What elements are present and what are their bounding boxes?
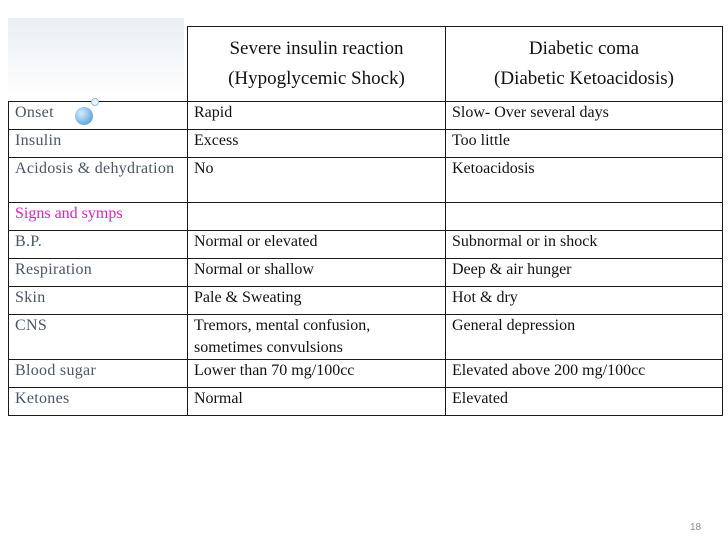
dka-cell: Hot & dry bbox=[446, 287, 723, 315]
table-row bbox=[9, 102, 723, 130]
dka-cell: Slow- Over several days bbox=[446, 102, 723, 130]
hypo-cell: No bbox=[188, 158, 446, 203]
section-label-signs: Signs and symps bbox=[9, 203, 188, 231]
table-header-row bbox=[9, 27, 723, 102]
row-label: Skin bbox=[9, 287, 188, 315]
row-label: Insulin bbox=[9, 130, 188, 158]
page-number: 18 bbox=[690, 522, 702, 533]
header-dka-title: Diabetic coma bbox=[528, 38, 640, 59]
hypo-cell bbox=[188, 203, 446, 231]
header-hypoglycemic bbox=[188, 27, 446, 102]
header-hypo-subtitle: (Hypoglycemic Shock) bbox=[228, 68, 405, 89]
hypo-cell: Lower than 70 mg/100cc bbox=[188, 360, 446, 388]
table-row bbox=[9, 287, 723, 315]
table-row bbox=[9, 315, 723, 360]
row-label: Ketones bbox=[9, 388, 188, 416]
table-row bbox=[9, 203, 723, 231]
dka-cell: General depression bbox=[446, 315, 723, 360]
dka-cell: Elevated bbox=[446, 388, 723, 416]
header-hypo-title: Severe insulin reaction bbox=[229, 38, 404, 59]
table-row bbox=[9, 259, 723, 287]
decorative-orb-icon bbox=[75, 107, 93, 125]
hypo-cell: Normal or elevated bbox=[188, 231, 446, 259]
row-label: CNS bbox=[9, 315, 188, 360]
row-label: Acidosis & dehydration bbox=[9, 158, 188, 203]
decorative-small-orb-icon bbox=[91, 98, 99, 106]
header-empty-cell bbox=[9, 27, 188, 102]
dka-cell: Deep & air hunger bbox=[446, 259, 723, 287]
hypo-cell: Tremors, mental confusion, sometimes convulsions bbox=[188, 315, 446, 360]
hypo-cell: Excess bbox=[188, 130, 446, 158]
comparison-table bbox=[8, 26, 723, 416]
hypo-cell: Pale & Sweating bbox=[188, 287, 446, 315]
header-ketoacidosis bbox=[446, 27, 723, 102]
row-label: Onset bbox=[9, 102, 188, 130]
table-row bbox=[9, 388, 723, 416]
dka-cell: Ketoacidosis bbox=[446, 158, 723, 203]
table-row bbox=[9, 130, 723, 158]
table-row bbox=[9, 360, 723, 388]
header-dka-subtitle: (Diabetic Ketoacidosis) bbox=[494, 68, 674, 89]
row-label: Respiration bbox=[9, 259, 188, 287]
row-label: Blood sugar bbox=[9, 360, 188, 388]
table-row bbox=[9, 231, 723, 259]
dka-cell: Elevated above 200 mg/100cc bbox=[446, 360, 723, 388]
hypo-cell: Normal bbox=[188, 388, 446, 416]
dka-cell bbox=[446, 203, 723, 231]
dka-cell: Subnormal or in shock bbox=[446, 231, 723, 259]
hypo-cell: Normal or shallow bbox=[188, 259, 446, 287]
table-row bbox=[9, 158, 723, 203]
row-label: B.P. bbox=[9, 231, 188, 259]
dka-cell: Too little bbox=[446, 130, 723, 158]
hypo-cell: Rapid bbox=[188, 102, 446, 130]
